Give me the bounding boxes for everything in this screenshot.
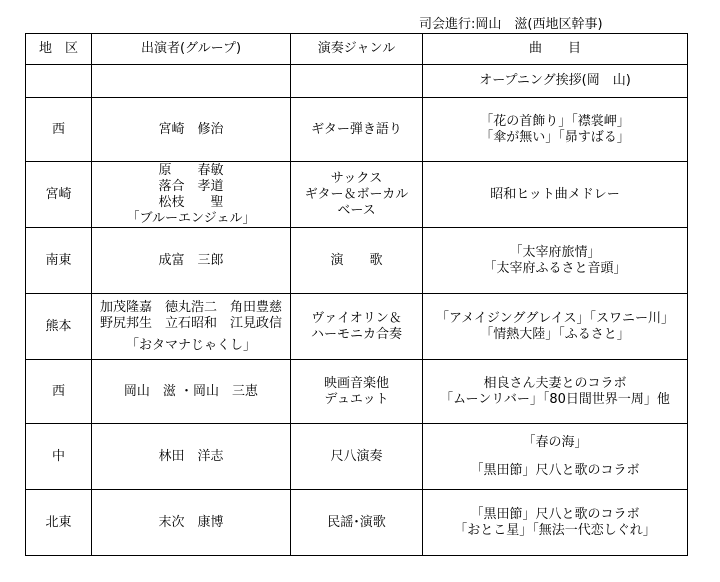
genre-line: ハーモニカ合奏	[310, 326, 402, 342]
song-cell	[423, 424, 688, 490]
genre-line: ギター弾き語り	[311, 121, 402, 137]
performer-header: 出演者(グループ)	[92, 34, 291, 65]
performer-line: 落合 孝道	[158, 178, 224, 194]
song-cell	[423, 228, 688, 294]
table-row	[26, 98, 688, 162]
genre-line: 演 歌	[330, 252, 383, 268]
performer-cell	[92, 65, 291, 98]
genre-cell	[291, 490, 423, 556]
song-line: 「ムーンリバー」「80日間世界一周」他	[440, 391, 670, 407]
song-cell	[423, 360, 688, 424]
song-line: 「アメイジンググレイス」「スワニー川」	[435, 310, 675, 326]
district-cell: 熊本	[26, 294, 92, 360]
group-name: 「ブルーエンジェル」	[126, 210, 256, 226]
song-line: 「黒田節」尺八と歌のコラボ	[470, 506, 640, 522]
song-cell	[423, 98, 688, 162]
song-line: 「春の海」	[522, 434, 588, 450]
song-cell	[423, 65, 688, 98]
song-cell	[423, 162, 688, 228]
district-cell: 中	[26, 424, 92, 490]
genre-line: 民謡･演歌	[327, 514, 386, 530]
genre-line: サックス	[330, 170, 383, 186]
song-line: 「太宰府ふるさと音頭」	[483, 260, 627, 276]
performer-line: 原 春敏	[158, 162, 224, 178]
table-row	[26, 162, 688, 228]
district-cell: 宮崎	[26, 162, 92, 228]
district-cell: 北東	[26, 490, 92, 556]
song-cell	[423, 490, 688, 556]
performer-line: 末次 康博	[158, 514, 224, 530]
table-row	[26, 65, 688, 98]
song-line: 昭和ヒット曲メドレー	[490, 186, 620, 202]
song-line: 「情熱大陸」「ふるさと」	[480, 326, 630, 342]
group-name: 「おタマナじゃくし」	[125, 337, 256, 353]
genre-cell	[291, 65, 423, 98]
genre-line: デュエット	[324, 391, 389, 407]
genre-line: ベース	[337, 202, 376, 218]
performer-line: 宮崎 修治	[158, 121, 224, 137]
table-row	[26, 228, 688, 294]
genre-line: ギター＆ボーカル	[304, 186, 409, 202]
song-line: オープニング挨拶(岡 山)	[479, 73, 631, 88]
performer-line: 成富 三郎	[158, 252, 224, 268]
table-row	[26, 294, 688, 360]
song-line: 「傘が無い」「昴すばる」	[480, 129, 630, 145]
song-line: 「花の首飾り」「襟裳岬」	[480, 113, 630, 129]
performer-cell	[92, 490, 291, 556]
performer-line: 松枝 聖	[158, 194, 224, 210]
genre-header: 演奏ジャンル	[291, 34, 423, 65]
performer-line: 林田 洋志	[158, 448, 224, 464]
genre-cell	[291, 162, 423, 228]
performer-cell	[92, 228, 291, 294]
song-line: 「太宰府旅情」	[509, 244, 601, 260]
genre-cell	[291, 294, 423, 360]
mc-note: 司会進行:岡山 滋(西地区幹事)	[419, 17, 603, 32]
district-cell: 西	[26, 360, 92, 424]
genre-cell	[291, 228, 423, 294]
header-row	[26, 34, 688, 65]
performer-cell	[92, 360, 291, 424]
performer-cell	[92, 294, 291, 360]
song-header: 曲 目	[423, 34, 688, 65]
genre-line: 尺八演奏	[330, 448, 383, 464]
genre-cell	[291, 98, 423, 162]
district-cell	[26, 65, 92, 98]
performer-cell	[92, 162, 291, 228]
performer-line: 野尻邦生 立石昭和 江見政信	[99, 315, 282, 331]
song-line: 「黒田節」尺八と歌のコラボ	[470, 462, 640, 478]
table-row	[26, 360, 688, 424]
district-header: 地 区	[26, 34, 92, 65]
genre-cell	[291, 424, 423, 490]
district-cell: 西	[26, 98, 92, 162]
performer-cell	[92, 424, 291, 490]
song-cell	[423, 294, 688, 360]
performer-line: 加茂隆嘉 徳丸浩二 角田豊慈	[99, 299, 282, 315]
table-row	[26, 490, 688, 556]
song-line: 相良さん夫妻とのコラボ	[483, 375, 627, 391]
table-row	[26, 424, 688, 490]
genre-cell	[291, 360, 423, 424]
performer-cell	[92, 98, 291, 162]
performer-line: 岡山 滋 ・岡山 三恵	[123, 383, 259, 399]
program-table	[25, 33, 688, 556]
genre-line: 映画音楽他	[323, 375, 389, 391]
song-line: 「おとこ星」「無法一代恋しぐれ」	[454, 522, 656, 538]
genre-line: ヴァイオリン＆	[311, 310, 402, 326]
district-cell: 南東	[26, 228, 92, 294]
